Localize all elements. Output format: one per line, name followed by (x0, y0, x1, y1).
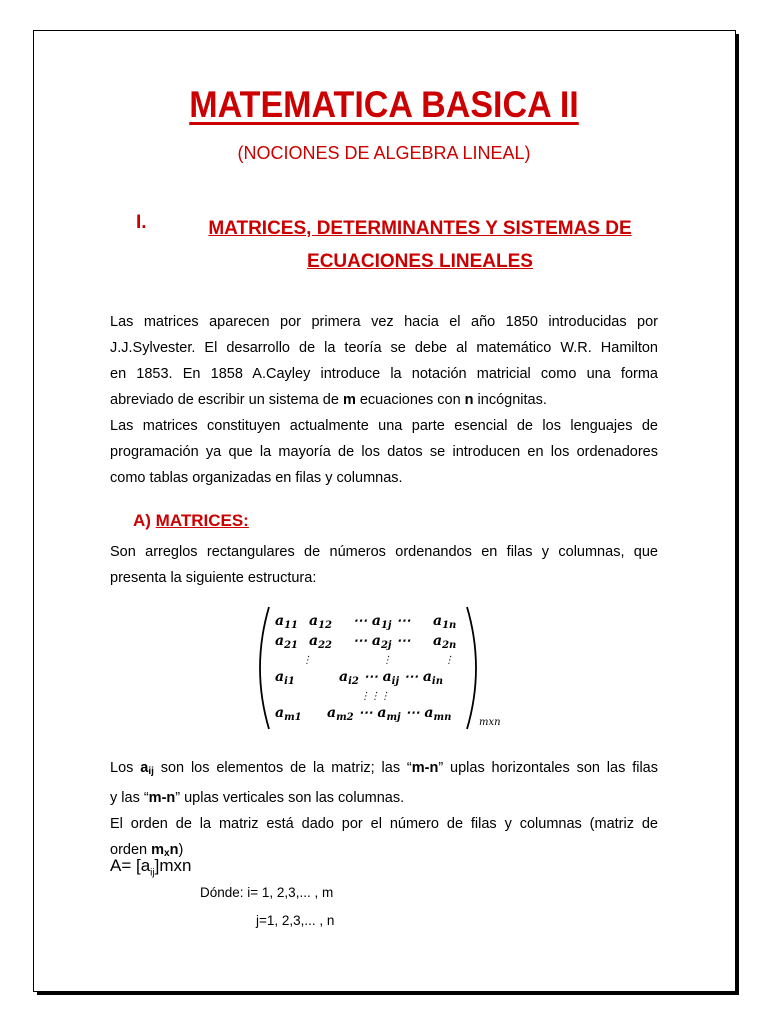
matrix-notation-formula (110, 856, 191, 878)
intro-paragraph (110, 309, 658, 491)
formula-text: A= [a (110, 856, 151, 875)
intro-bold-m: m (342, 392, 356, 408)
subsection-label: MATRICES: (155, 511, 249, 530)
vertical-dots: ⋮ (302, 655, 312, 666)
explanation-line (110, 785, 658, 811)
vertical-dots: ⋮ (382, 655, 392, 666)
explanation-line (110, 837, 658, 867)
explanation-paragraph (110, 755, 658, 867)
matrix-entry: $a_{11}$ (275, 613, 298, 631)
explanation-bold: n (169, 842, 179, 858)
intro-line: J.J.Sylvester. El desarrollo de la teoría se debe al matemático W.R. Hamilton (110, 340, 658, 356)
matrix-left-paren (260, 607, 269, 729)
matrix-entry: $a_{22}$ (309, 633, 332, 651)
intro-text: abreviado de escribir un sistema de (110, 392, 343, 408)
subsection-heading (133, 511, 249, 531)
page-border-shadow-right (736, 34, 739, 995)
vertical-dots: ⋮ (444, 655, 454, 666)
subsection-prefix: A) (133, 511, 156, 530)
intro-line: Las matrices aparecen por primera vez hacia el año 1850 introducidas por (110, 314, 658, 330)
explanation-text: orden (110, 842, 152, 858)
intro-text: ecuaciones con (355, 392, 465, 408)
document-title: MATEMATICA BASICA II (189, 84, 579, 125)
matrix-entry: ⋯ $a_{2j}$ ⋯ (353, 633, 411, 651)
matrix-entry: $a_{2n}$ (433, 633, 457, 651)
intro-bold-n: n (464, 392, 474, 408)
explanation-line: El orden de la matriz está dado por el número de filas y columnas (matriz de (110, 816, 658, 832)
document-subtitle: (NOCIONES DE ALGEBRA LINEAL) (237, 143, 531, 163)
matrix-entry: $a_{1n}$ (433, 613, 457, 631)
matrix-entry: $a_{21}$ (275, 633, 298, 651)
definition-line: presenta la siguiente estructura: (110, 570, 317, 586)
section-title-line-1: MATRICES, DETERMINANTES Y SISTEMAS DE (208, 218, 632, 239)
section-title-line-2: ECUACIONES LINEALES (307, 251, 533, 272)
index-range-i: Dónde: i= 1, 2,3,... , m (200, 885, 334, 900)
explanation-subscript: ij (148, 766, 154, 777)
section-number: I. (136, 212, 147, 233)
matrix-entry: $a_{i2}$ ⋯ $a_{ij}$ ⋯ $a_{in}$ (339, 669, 443, 687)
intro-line: Las matrices constituyen actualmente una parte esencial de los lenguajes de (110, 418, 658, 434)
index-range-j: j=1, 2,3,... , n (256, 913, 335, 928)
explanation-text: son los elementos de la matriz; las “ (153, 760, 412, 776)
intro-text: incógnitas. (473, 392, 547, 408)
explanation-bold: a (140, 760, 149, 776)
formula-subscript: ij (150, 867, 155, 879)
explanation-text: Los (110, 760, 141, 776)
matrix-entry: $a_{12}$ (309, 613, 332, 631)
matrix-structure (255, 603, 515, 733)
definition-line: Son arreglos rectangulares de números ordenandos en filas y columnas, que (110, 544, 658, 560)
section-title (185, 212, 655, 278)
page-border-shadow-bottom (37, 992, 739, 995)
formula-text: ]mxn (154, 856, 192, 875)
intro-line (110, 387, 658, 413)
explanation-bold-x: x (164, 848, 170, 859)
intro-line: programación ya que la mayoría de los datos se introducen en los ordenadores (110, 444, 658, 460)
matrix-entry: $a_{m1}$ (275, 705, 302, 723)
matrix-size-subscript: mxn (479, 717, 501, 728)
explanation-bold: m-n (411, 760, 439, 776)
explanation-text: ” uplas verticales son las columnas. (175, 790, 405, 806)
intro-line: en 1853. En 1858 A.Cayley introduce la notación matricial como una forma (110, 366, 658, 382)
explanation-bold: m (151, 842, 165, 858)
matrix-entry: $a_{i1}$ (275, 669, 295, 687)
explanation-text: ) (178, 842, 184, 858)
explanation-text: ” uplas horizontales son las filas (438, 760, 658, 776)
explanation-bold: m-n (148, 790, 176, 806)
matrix-right-paren (467, 607, 476, 729)
definition-paragraph (110, 539, 658, 591)
matrix-entry: ⋯ $a_{1j}$ ⋯ (353, 613, 411, 631)
matrix-entry: $a_{m2}$ ⋯ $a_{mj}$ ⋯ $a_{mn}$ (327, 705, 452, 723)
explanation-line (110, 755, 658, 785)
explanation-text: y las “ (110, 790, 149, 806)
intro-line: como tablas organizadas en filas y columnas. (110, 470, 403, 486)
vertical-dots: ⋮⋮⋮ (360, 691, 390, 702)
